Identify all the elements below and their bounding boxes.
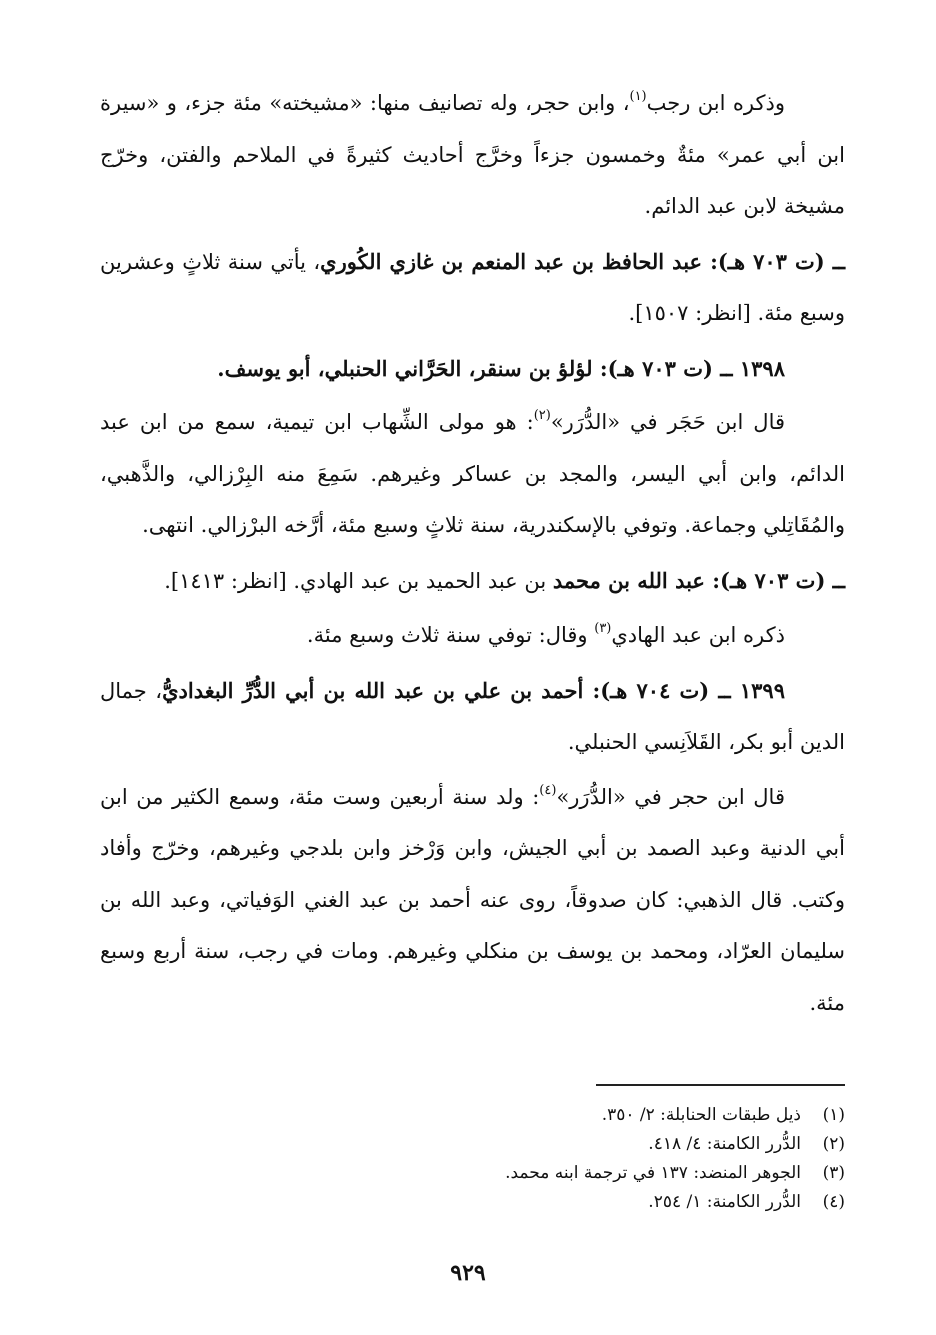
footnote-ref-1: (١) xyxy=(629,89,647,104)
entry-1399-rest: ، جمال الدين أبو بكر، القَلاَنِسي الحنبلي. xyxy=(100,678,845,754)
footnote-number: (٢) xyxy=(822,1134,845,1154)
footnote-text: ذيل طبقات الحنابلة: ٢/ ٣٥٠. xyxy=(601,1105,801,1125)
entry-abdullah-date: ــ (ت ٧٠٣ هـ): xyxy=(704,567,845,593)
footnote-number: (١) xyxy=(822,1105,845,1125)
paragraph-1-text-after-ref: ، وابن حجر، وله تصانيف منها: «مشيخته» مئة جزء، و «سيرة ابن أبي عمر» مئةٌ وخمسون جزءاً وخرَّج أحاديث كثيرةً في الملاحم والفتن، وخرّج مشيخة لابن عبد الدائم. xyxy=(100,91,845,218)
entry-abdullah-name: عبد الله بن محمد xyxy=(552,567,705,593)
footnote-item xyxy=(330,1101,845,1130)
footnote-divider xyxy=(596,1084,845,1086)
footnote-number: (٤) xyxy=(822,1192,845,1212)
footnote-text: الدُّرر الكامنة: ٤/ ٤١٨. xyxy=(648,1134,801,1154)
paragraph-1399-bio xyxy=(100,772,845,1030)
paragraph-abdullah-text-after-ref: وقال: توفي سنة ثلاث وسبع مئة. xyxy=(306,623,595,647)
paragraph-1398-text-before-ref: قال ابن حَجَر في «الدُّرَر» xyxy=(550,410,786,434)
entry-1399-title: ١٣٩٩ ــ (ت ٧٠٤ هـ): أحمد بن علي بن عبد الله بن أبي الدُّرِّ البغداديُّ xyxy=(162,677,785,703)
entry-abdulhafiz-date: ــ (ت ٧٠٣ هـ): xyxy=(702,248,846,274)
paragraph-abdullah-text-before-ref: ذكره ابن عبد الهادي xyxy=(611,623,785,647)
footnote-text: الدُّرر الكامنة: ١/ ٢٥٤. xyxy=(648,1192,801,1212)
paragraph-1398-text-after-ref: : هو مولى الشِّهاب ابن تيمية، سمع من ابن عبد الدائم، وابن أبي اليسر، والمجد بن عساكر وغيرهم. سَمِعَ منه البِرْزالي، والذَّهبي، والمُقَاتِلي وجماعة. وتوفي بالإسكندرية، سنة ثلاثٍ وسبع مئة، أرَّخه البرْزالي. انتهى. xyxy=(100,410,845,537)
entry-1399-heading xyxy=(100,665,845,769)
page-number: ٩٢٩ xyxy=(450,1260,486,1286)
paragraph-abdullah-note xyxy=(100,610,845,662)
footnote-text: الجوهر المنضد: ١٣٧ في ترجمة ابنه محمد. xyxy=(505,1163,801,1183)
entry-abdullah xyxy=(100,555,845,608)
paragraph-1399-text-after-ref: : ولد سنة أربعين وست مئة، وسمع الكثير من ابن أبي الدنية وعبد الصمد بن أبي الجيش، وابن وَرْخز وابن بلدجي وغيرهم، وخرّج وأفاد وكتب. قال الذهبي: كان صدوقاً، روى عنه أحمد بن عبد الغني الوَفياتي، وعبد الله بن سليمان العرّاد، ومحمد بن يوسف بن منكلي وغيرهم. ومات في رجب، سنة أربع وسبع مئة. xyxy=(100,784,845,1015)
footnote-item xyxy=(330,1188,845,1217)
entry-abdullah-rest: بن عبد الحميد بن عبد الهادي. [انظر: ١٤١٣]. xyxy=(164,568,553,593)
footnote-item xyxy=(330,1130,845,1159)
footnotes xyxy=(330,1101,845,1217)
main-text xyxy=(100,78,845,1029)
footnote-ref-3: (٣) xyxy=(594,621,612,636)
paragraph-1 xyxy=(100,78,845,233)
entry-abdulhafiz-name: عبد الحافظ بن عبد المنعم بن غازي الكُوري xyxy=(320,248,703,274)
footnote-item xyxy=(330,1159,845,1188)
entry-abdulhafiz xyxy=(100,236,845,340)
footnote-ref-2: (٢) xyxy=(533,408,551,423)
footnote-ref-4: (٤) xyxy=(539,782,557,798)
paragraph-1398-bio xyxy=(100,397,845,552)
footnote-number: (٣) xyxy=(822,1163,845,1183)
entry-abdulhafiz-rest: ، يأتي سنة ثلاثٍ وعشرين وسبع مئة. [انظر: ١٥٠٧]. xyxy=(100,249,845,325)
entry-1398-heading: ١٣٩٨ ــ (ت ٧٠٣ هـ): لؤلؤ بن سنقر، الحَرَّاني الحنبلي، أبو يوسف. xyxy=(217,355,785,381)
paragraph-1399-text-before-ref: قال ابن حجر في «الدُّرَر» xyxy=(556,784,785,809)
paragraph-1-text-before-ref: وذكره ابن رجب xyxy=(646,91,785,115)
